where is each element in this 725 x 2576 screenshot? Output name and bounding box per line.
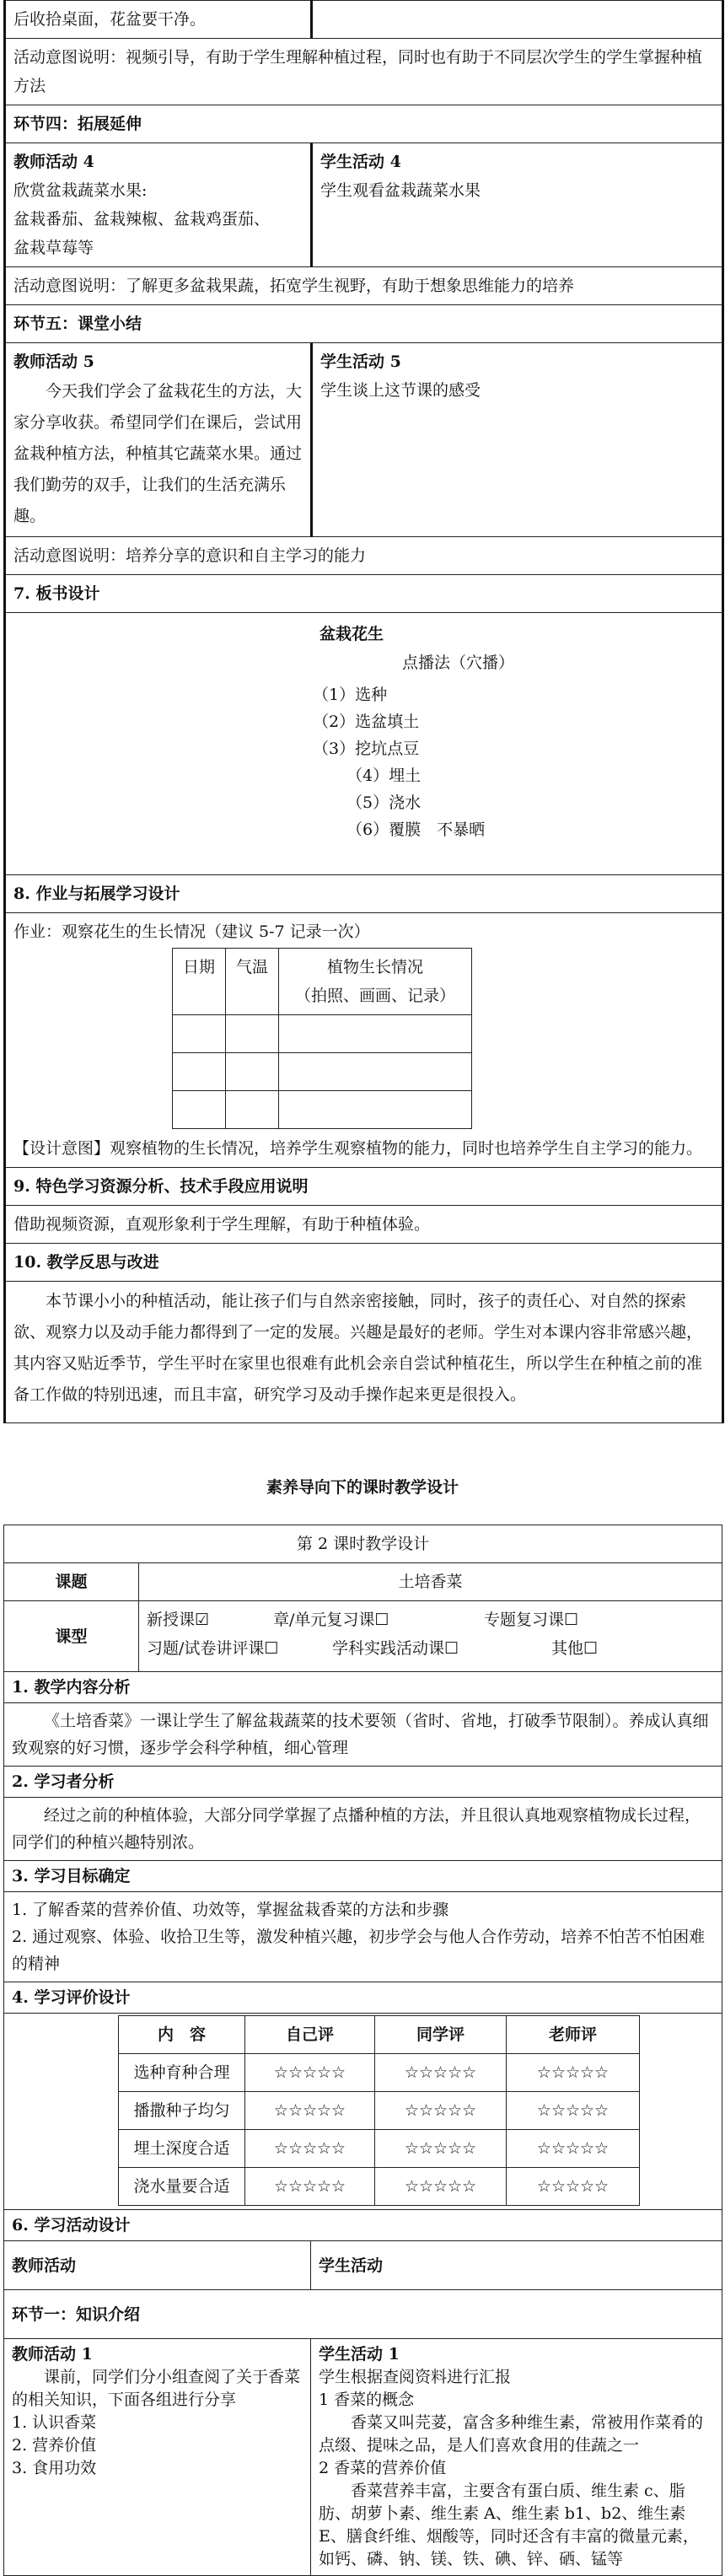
reflect-text: 本节课小小的种植活动，能让孩子们与自然亲密接触，同时，孩子的责任心、对自然的探索欲、观察力以及动手能力都得到了一定的发展。兴趣是最好的老师。学生对本课内容非常感兴趣，其内容又贴近季节，学生平时在家里也很难有此机会亲自尝试种植花生，所以学生在种植之前的准备工作做的特别迅速，而且丰富，研究学习及动手操作起来更是很投入。 (5, 1282, 723, 1423)
growth-header-status-sub: （拍照、画画、记录） (294, 987, 455, 1005)
board-step: （5）浇水 (346, 793, 422, 812)
s1-title: 1. 教学内容分析 (4, 1672, 722, 1703)
type-option-topic-review: 专题复习课☐ (484, 1611, 579, 1629)
eval-stars: ☆☆☆☆☆ (375, 2168, 507, 2206)
growth-header-date: 日期 (173, 949, 226, 1015)
growth-row (173, 1091, 472, 1129)
link1-title: 环节一：知识介绍 (4, 2290, 722, 2339)
board-step: （4）埋土 (346, 766, 422, 785)
growth-record-table (172, 948, 472, 1129)
activity-intent-3: 活动意图说明：培养分享的意识和自主学习的能力 (5, 537, 723, 575)
growth-row (173, 1015, 472, 1053)
s2-text: 经过之前的种植体验，大部分同学掌握了点播种植的方法，并且很认真地观察植物成长过程，同学们的种植兴趣特别浓。 (4, 1798, 722, 1861)
student-column-header: 学生活动 (311, 2241, 722, 2290)
eval-header: 内 容 (119, 2016, 245, 2054)
teacher-activity-4 (5, 143, 312, 267)
design-intent: 【设计意图】观察植物的生长情况，培养学生观察植物的能力，同时也培养学生自主学习的能力。 (13, 1139, 703, 1158)
reflect-section-title: 10. 教学反思与改进 (5, 1244, 723, 1282)
student-activity-1 (311, 2339, 722, 2576)
board-design (5, 613, 723, 875)
type-label: 课型 (4, 1601, 139, 1672)
teacher1-item: 1. 认识香菜 (12, 2413, 97, 2432)
type-option-other: 其他☐ (551, 1639, 599, 1658)
teacher1-item: 2. 营养价值 (12, 2436, 97, 2455)
cleanup-text: 后收拾桌面，花盆要干净。 (13, 10, 207, 29)
teacher5-text: 今天我们学会了盆栽花生的方法，大家分享收获。希望同学们在课后，尝试用盆栽种植方法，种植其它蔬菜水果。通过我们勤劳的双手，让我们的生活充满乐趣。 (13, 382, 303, 525)
eval-stars: ☆☆☆☆☆ (245, 2092, 375, 2130)
evaluation-table (118, 2015, 640, 2206)
type-option-exercise: 习题/试卷讲评课☐ (147, 1639, 279, 1658)
eval-item: 播撒种子均匀 (119, 2092, 245, 2130)
eval-stars: ☆☆☆☆☆ (245, 2168, 375, 2206)
feature-text: 借助视频资源，直观形象利于学生理解，有助于种植体验。 (5, 1206, 723, 1244)
board-step: （2）选盆填土 (313, 713, 420, 731)
eval-stars: ☆☆☆☆☆ (375, 2054, 507, 2092)
board-method: 点播法（穴播） (402, 653, 515, 672)
s3-goal: 2. 通过观察、体验、收拾卫生等，激发种植兴趣，初步学会与他人合作劳动，培养不怕苦不怕困难的精神 (12, 1928, 706, 1973)
growth-row (173, 1053, 472, 1091)
teacher1-text: 课前，同学们分小组查阅了关于香菜的相关知识，下面各组进行分享 (12, 2368, 301, 2409)
teacher4-line: 欣赏盆栽蔬菜水果: (13, 181, 148, 200)
homework-task: 作业：观察花生的生长情况（建议 5-7 记录一次） (13, 922, 370, 941)
teacher4-line: 盆栽草莓等 (13, 239, 94, 257)
eval-stars: ☆☆☆☆☆ (245, 2130, 375, 2168)
s4-title: 4. 学习评价设计 (4, 1982, 722, 2014)
student4-title: 学生活动 4 (320, 153, 401, 171)
growth-header-status-title: 植物生长情况 (326, 958, 423, 976)
homework-section-title: 8. 作业与拓展学习设计 (5, 875, 723, 913)
student1-paragraph: 香菜营养丰富，主要含有蛋白质、维生素 c、脂肪、胡萝卜素、维生素 A、维生素 b1、b2、维生素 E、膳食纤维、烟酸等，同时还含有丰富的微量元素，如钙、磷、钠、镁、铁、碘、锌、硒、锰等 (319, 2482, 699, 2568)
student-activity-5 (312, 343, 723, 537)
section-caption: 素养导向下的课时教学设计 (266, 1478, 459, 1497)
topic-label: 课题 (4, 1563, 139, 1601)
eval-item: 埋土深度合适 (119, 2130, 245, 2168)
eval-item: 浇水量要合适 (119, 2168, 245, 2206)
lesson-header: 第 2 课时教学设计 (4, 1525, 722, 1563)
teacher4-line: 盆栽番茄、盆栽辣椒、盆栽鸡蛋茄、 (13, 210, 271, 229)
student4-text: 学生观看盆栽蔬菜水果 (320, 181, 481, 200)
board-section-title: 7. 板书设计 (5, 575, 723, 613)
homework-cell (5, 913, 723, 1168)
student-activity-4 (312, 143, 723, 267)
student1-intro: 学生根据查阅资料进行汇报 (319, 2368, 512, 2386)
teacher4-title: 教师活动 4 (13, 153, 94, 171)
activity-intent-1: 活动意图说明：视频引导，有助于学生理解种植过程，同时也有助于不同层次学生的学生掌握种植方法 (5, 39, 723, 105)
activity-intent-2: 活动意图说明：了解更多盆栽果蔬，拓宽学生视野，有助于想象思维能力的培养 (5, 267, 723, 305)
eval-row (119, 2130, 640, 2168)
teacher-activity-5 (5, 343, 312, 537)
s2-title: 2. 学习者分析 (4, 1767, 722, 1798)
teacher-column-header: 教师活动 (4, 2241, 311, 2290)
type-row-2 (147, 1634, 714, 1663)
teacher5-title: 教师活动 5 (13, 352, 94, 371)
teacher1-title: 教师活动 1 (12, 2345, 93, 2364)
eval-row (119, 2092, 640, 2130)
board-step: （6）覆膜 不暴晒 (346, 820, 486, 839)
student1-heading: 1 香菜的概念 (319, 2390, 415, 2409)
eval-row (119, 2168, 640, 2206)
lesson-table-2 (3, 1525, 722, 2576)
teacher-activity-1 (4, 2339, 311, 2576)
topic-value: 土培香菜 (139, 1563, 722, 1601)
eval-item: 选种育种合理 (119, 2054, 245, 2092)
student5-text: 学生谈上这节课的感受 (320, 381, 481, 400)
eval-stars: ☆☆☆☆☆ (375, 2092, 507, 2130)
type-options (139, 1601, 722, 1672)
s6-title: 6. 学习活动设计 (4, 2210, 722, 2241)
eval-stars: ☆☆☆☆☆ (507, 2054, 640, 2092)
eval-header: 老师评 (507, 2016, 640, 2054)
link4-title: 环节四：拓展延伸 (5, 105, 723, 143)
type-row-1 (147, 1605, 714, 1634)
eval-stars: ☆☆☆☆☆ (507, 2130, 640, 2168)
eval-row (119, 2054, 640, 2092)
lesson-table-1 (3, 0, 724, 1423)
growth-header-temp: 气温 (226, 949, 279, 1015)
s1-text: 《土培香菜》一课让学生了解盆栽蔬菜的技术要领（省时、省地，打破季节限制）。养成认真细致观察的好习惯，逐步学会科学种植，细心管理 (4, 1703, 722, 1767)
eval-header: 同学评 (375, 2016, 507, 2054)
student5-title: 学生活动 5 (320, 352, 401, 371)
student1-title: 学生活动 1 (319, 2345, 400, 2364)
s3-goals (4, 1892, 722, 1982)
board-title: 盆栽花生 (320, 625, 384, 643)
eval-stars: ☆☆☆☆☆ (245, 2054, 375, 2092)
type-option-practice: 学科实践活动课☐ (332, 1639, 459, 1658)
type-option-unit-review: 章/单元复习课☐ (273, 1611, 389, 1629)
feature-section-title: 9. 特色学习资源分析、技术手段应用说明 (5, 1168, 723, 1206)
board-step: （1）选种 (313, 686, 388, 704)
eval-header: 自己评 (245, 2016, 375, 2054)
cleanup-text-cell (5, 1, 312, 39)
board-step: （3）挖坑点豆 (313, 739, 420, 758)
growth-header-status (279, 949, 472, 1015)
s3-goal: 1. 了解香菜的营养价值、功效等，掌握盆栽香菜的方法和步骤 (12, 1901, 449, 1919)
student1-paragraph: 香菜又叫芫荽，富含多种维生素，常被用作菜肴的点缀、提味之品，是人们喜欢食用的佳蔬之一 (319, 2413, 704, 2455)
eval-stars: ☆☆☆☆☆ (507, 2168, 640, 2206)
eval-cell (4, 2014, 722, 2210)
s3-title: 3. 学习目标确定 (4, 1861, 722, 1892)
student1-heading: 2 香菜的营养价值 (319, 2459, 447, 2477)
teacher1-item: 3. 食用功效 (12, 2459, 97, 2477)
eval-stars: ☆☆☆☆☆ (507, 2092, 640, 2130)
type-option-new: 新授课☑ (147, 1611, 210, 1629)
link5-title: 环节五：课堂小结 (5, 305, 723, 343)
eval-stars: ☆☆☆☆☆ (375, 2130, 507, 2168)
